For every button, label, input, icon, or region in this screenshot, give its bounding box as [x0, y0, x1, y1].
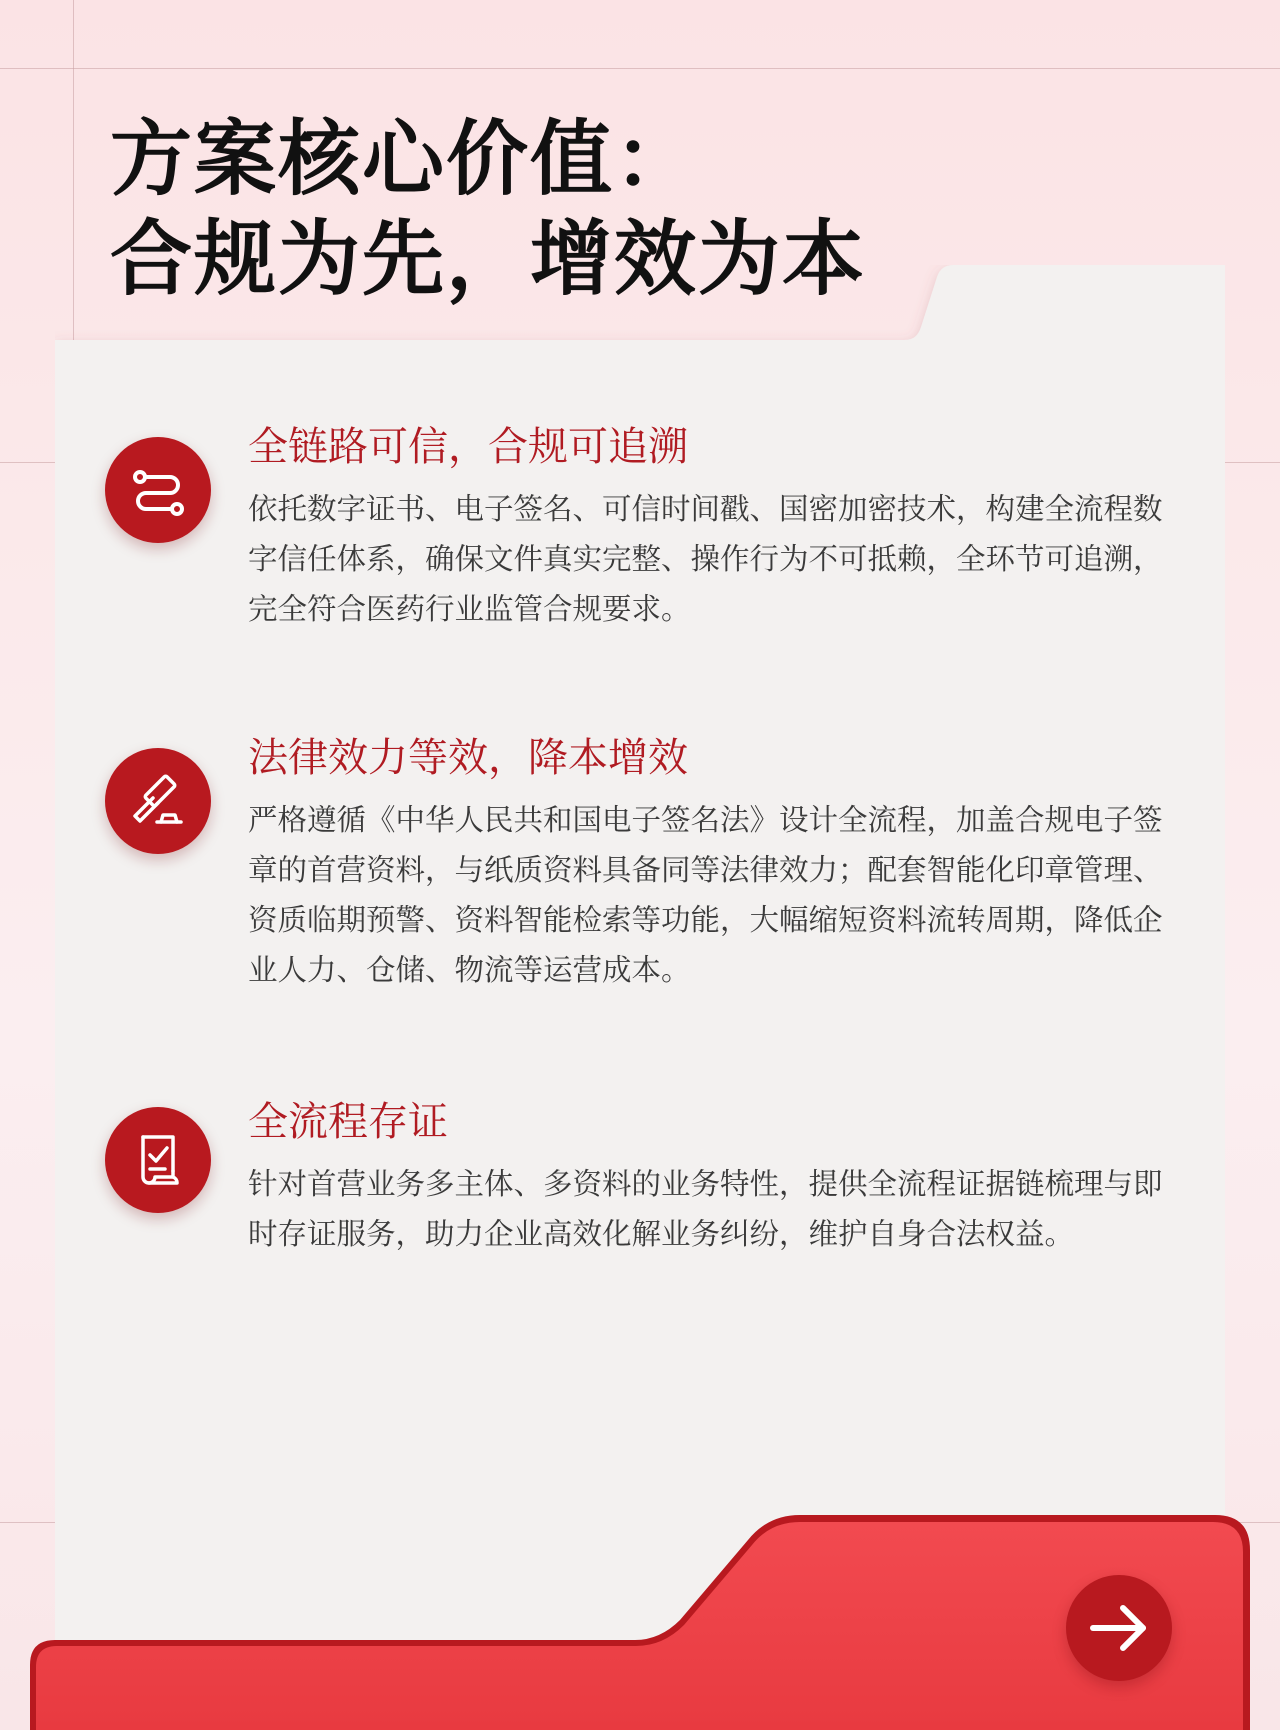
route-icon-badge: [105, 437, 211, 543]
feature-description: 依托数字证书、电子签名、可信时间戳、国密加密技术，构建全流程数字信任体系，确保文件真实完整、操作行为不可抵赖，全环节可追溯，完全符合医药行业监管合规要求。: [248, 492, 1163, 626]
route-icon: [128, 460, 188, 520]
page-title-line-2: 合规为先，增效为本: [110, 212, 867, 307]
feature-title: 全链路可信，合规可追溯: [248, 424, 688, 470]
feature-description: 严格遵循《中华人民共和国电子签名法》设计全流程，加盖合规电子签章的首营资料，与纸质资料具备同等法律效力；配套智能化印章管理、资质临期预警、资料智能检索等功能，大幅缩短资料流转周期，降低企业人力、仓储、物流等运营成本。: [248, 803, 1163, 987]
next-button[interactable]: [1066, 1575, 1172, 1681]
page-title-line-1: 方案核心价值：: [110, 112, 699, 207]
arrow-right-icon: [1087, 1602, 1151, 1654]
feature-title: 全流程存证: [248, 1099, 448, 1145]
certificate-check-icon-badge: [105, 1107, 211, 1213]
gavel-icon: [127, 770, 189, 832]
feature-title: 法律效力等效，降本增效: [248, 735, 688, 781]
certificate-check-icon: [129, 1131, 187, 1189]
guide-line-top: [0, 68, 1280, 69]
content-card: [55, 265, 1225, 1730]
gavel-icon-badge: [105, 748, 211, 854]
feature-description: 针对首营业务多主体、多资料的业务特性，提供全流程证据链梳理与即时存证服务，助力企业高效化解业务纠纷，维护自身合法权益。: [248, 1167, 1163, 1251]
